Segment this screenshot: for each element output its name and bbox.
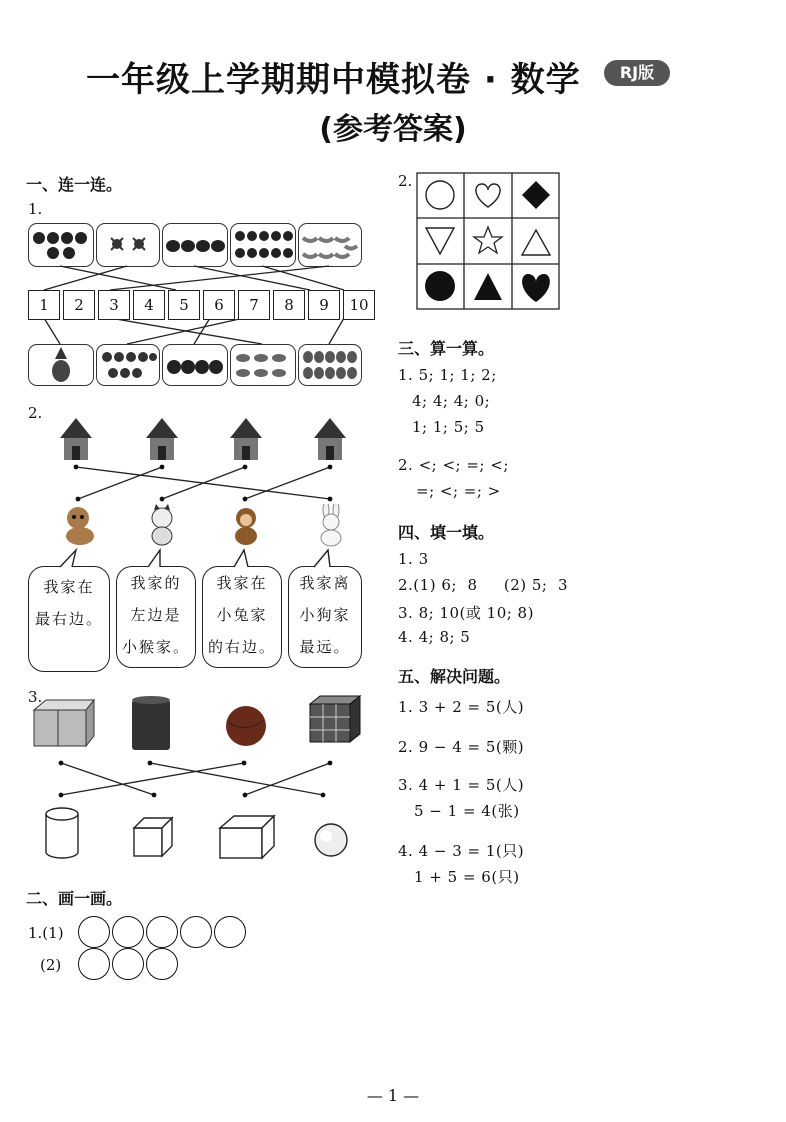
circle-shape bbox=[146, 948, 178, 980]
number-cell: 8 bbox=[273, 290, 305, 320]
cuboid-icon bbox=[220, 816, 274, 858]
circle-shape bbox=[180, 916, 212, 948]
answer-line: 2. <; <; =; <; bbox=[398, 456, 509, 474]
speech-bubble bbox=[288, 566, 362, 668]
dog-icon bbox=[66, 507, 94, 545]
orange-icon bbox=[163, 345, 227, 385]
speech-bubble bbox=[28, 566, 110, 672]
bubble-line: 小狗家 bbox=[299, 606, 351, 624]
bubble-line: 的右边。 bbox=[207, 638, 276, 656]
orange-box bbox=[162, 344, 228, 386]
q2-label: 2. bbox=[28, 404, 43, 422]
pineapple-box bbox=[28, 344, 94, 386]
star-outline-icon bbox=[474, 227, 502, 253]
answer-line: 4. 4 − 3 = 1(只) bbox=[398, 842, 525, 860]
circle-shape bbox=[78, 948, 110, 980]
answer-line: 1 + 5 = 6(只) bbox=[414, 868, 520, 886]
circle-filled-icon bbox=[425, 271, 455, 301]
gift-box-icon bbox=[34, 700, 94, 746]
answer-line: =; <; =; > bbox=[416, 482, 501, 500]
edition-badge: RJ版 bbox=[604, 60, 670, 86]
triangle-filled-icon bbox=[474, 273, 502, 300]
shape-grid bbox=[416, 172, 562, 312]
number-cell: 7 bbox=[238, 290, 270, 320]
house-icon bbox=[230, 418, 262, 460]
bubble-line: 我家离 bbox=[299, 574, 351, 592]
house-icon bbox=[60, 418, 92, 460]
number-cell: 5 bbox=[168, 290, 200, 320]
mango-icon bbox=[231, 345, 295, 385]
cube-icon bbox=[134, 818, 172, 856]
section-4-title: 四、填一填。 bbox=[398, 523, 495, 542]
houses bbox=[56, 414, 356, 464]
circle-shape bbox=[146, 916, 178, 948]
mushroom-icon bbox=[97, 345, 159, 385]
bubble-line: 最右边。 bbox=[34, 610, 103, 628]
number-row bbox=[28, 290, 375, 320]
page-subtitle: (参考答案) bbox=[319, 112, 467, 147]
objects bbox=[28, 694, 368, 756]
grape-icon bbox=[299, 345, 361, 385]
number-cell: 2 bbox=[63, 290, 95, 320]
circle-row-2 bbox=[78, 948, 178, 980]
bubble-line: 小兔家 bbox=[216, 606, 268, 624]
number-cell: 3 bbox=[98, 290, 130, 320]
draw-row-1-label: 1.(1) bbox=[28, 924, 64, 942]
number-cell: 4 bbox=[133, 290, 165, 320]
answer-line: 4; 4; 4; 0; bbox=[412, 392, 491, 410]
cat-icon bbox=[152, 504, 172, 545]
triangle-down-outline-icon bbox=[426, 228, 454, 254]
mango-box bbox=[230, 344, 296, 386]
shape-grid-label: 2. bbox=[398, 172, 413, 190]
mushroom-box bbox=[96, 344, 160, 386]
cylinder-icon bbox=[46, 808, 78, 858]
number-cell: 1 bbox=[28, 290, 60, 320]
heart-outline-icon bbox=[476, 184, 500, 207]
bubble-line: 小猴家。 bbox=[121, 638, 190, 656]
circle-shape bbox=[112, 916, 144, 948]
heart-filled-icon bbox=[522, 274, 550, 302]
speech-bubble bbox=[202, 566, 282, 668]
number-cell: 10 bbox=[343, 290, 375, 320]
q1-label: 1. bbox=[28, 200, 43, 218]
can-icon bbox=[132, 696, 170, 750]
circle-shape bbox=[214, 916, 246, 948]
ball-icon bbox=[226, 706, 266, 746]
monkey-icon bbox=[235, 508, 257, 545]
section-5-title: 五、解决问题。 bbox=[398, 667, 511, 686]
bubble-line: 左边是 bbox=[130, 606, 182, 624]
number-cell: 6 bbox=[203, 290, 235, 320]
section-1-title: 一、连一连。 bbox=[26, 175, 123, 194]
house-icon bbox=[146, 418, 178, 460]
diamond-filled-icon bbox=[522, 181, 550, 209]
circle-shape bbox=[78, 916, 110, 948]
speech-bubble bbox=[116, 566, 196, 668]
number-cell: 9 bbox=[308, 290, 340, 320]
answer-line: 1. 5; 1; 1; 2; bbox=[398, 366, 497, 384]
section-3-title: 三、算一算。 bbox=[398, 339, 495, 358]
triangle-up-outline-icon bbox=[522, 230, 550, 255]
answer-line: 1. 3 + 2 = 5(人) bbox=[398, 698, 525, 716]
bubble-line: 我家的 bbox=[130, 574, 182, 592]
rubik-cube-icon bbox=[310, 696, 360, 742]
solid-shapes bbox=[28, 806, 368, 862]
bubble-line: 我家在 bbox=[43, 578, 95, 596]
bubble-tails bbox=[0, 548, 380, 570]
section-2-title: 二、画一画。 bbox=[26, 889, 123, 908]
answer-line: 2.(1) 6; 8 (2) 5; 3 bbox=[398, 576, 569, 594]
house-icon bbox=[314, 418, 346, 460]
answer-line: 3. 8; 10(或 10; 8) bbox=[398, 604, 534, 622]
grape-box bbox=[298, 344, 362, 386]
rabbit-icon bbox=[321, 504, 341, 546]
circle-outline-icon bbox=[426, 181, 454, 209]
answer-line: 1; 1; 5; 5 bbox=[412, 418, 485, 436]
answer-line: 3. 4 + 1 = 5(人) bbox=[398, 776, 525, 794]
pineapple-icon bbox=[29, 345, 93, 385]
page-number: — 1 — bbox=[366, 1086, 420, 1105]
answer-line: 1. 3 bbox=[398, 550, 429, 568]
answer-line: 2. 9 − 4 = 5(颗) bbox=[398, 738, 525, 756]
circle-shape bbox=[112, 948, 144, 980]
answer-line: 4. 4; 8; 5 bbox=[398, 628, 471, 646]
sphere-icon bbox=[315, 824, 347, 856]
answer-line: 5 − 1 = 4(张) bbox=[414, 802, 520, 820]
animals bbox=[58, 504, 358, 548]
q3-label: 3. bbox=[28, 688, 43, 706]
page-title: 一年级上学期期中模拟卷 · 数学 bbox=[86, 60, 581, 100]
draw-row-2-label: (2) bbox=[40, 956, 62, 974]
bubble-line: 最远。 bbox=[299, 638, 351, 656]
bubble-line: 我家在 bbox=[216, 574, 268, 592]
circle-row-1 bbox=[78, 916, 246, 948]
